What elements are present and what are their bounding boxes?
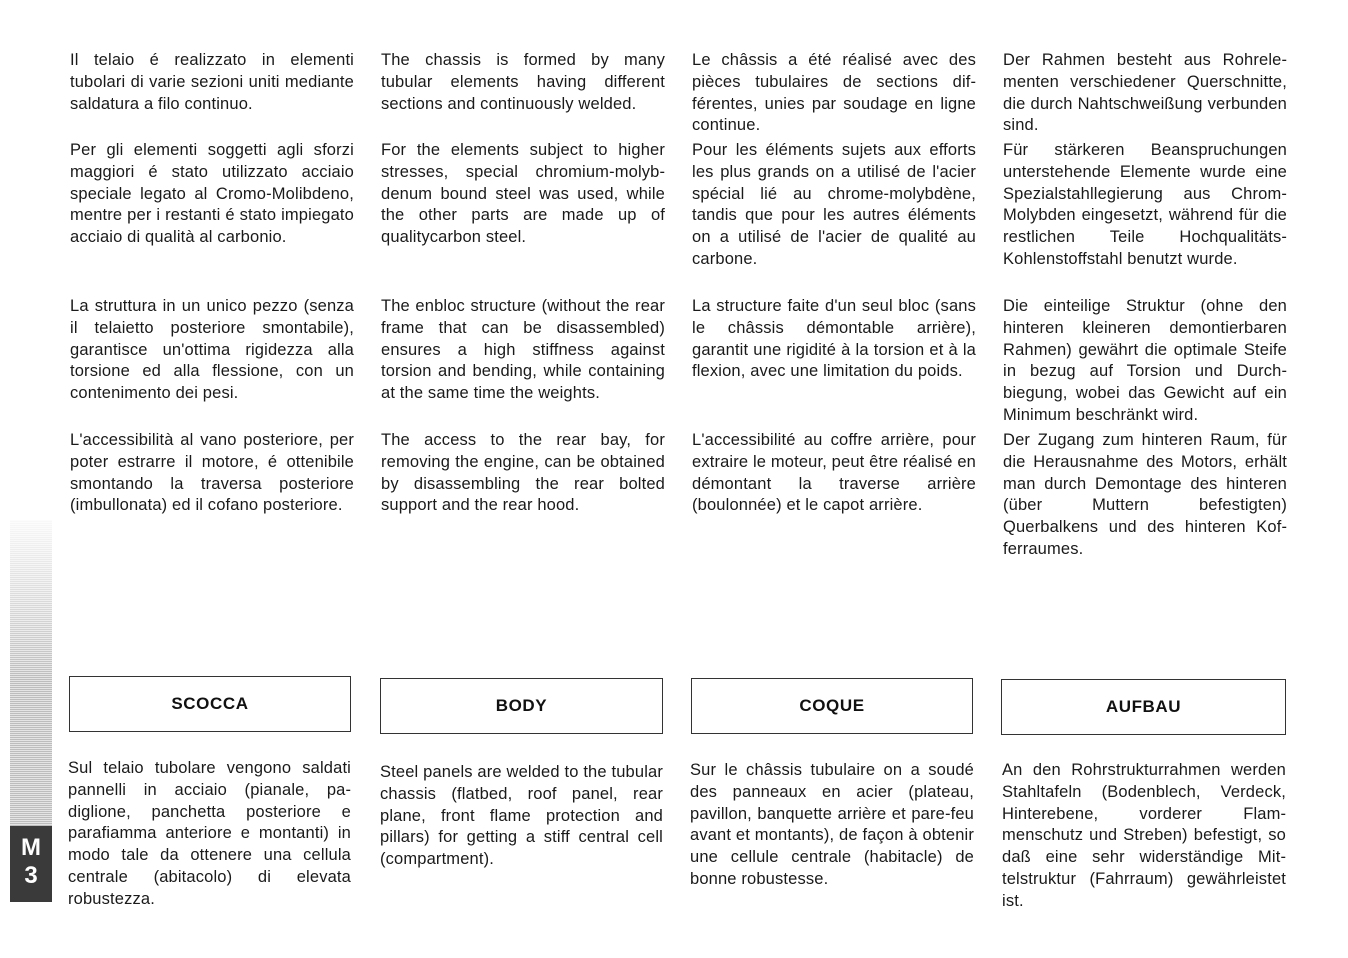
section-heading-english: BODY bbox=[380, 678, 663, 734]
section-heading-german: AUFBAU bbox=[1001, 679, 1286, 735]
chapter-letter: M bbox=[21, 834, 41, 861]
paragraph-access: Der Zugang zum hinteren Raum, für die Herausnahme des Motors, erhält man durch Demontage des hinteren (über Muttern befestigten) Querbalkens und des hinteren Kofferraumes. bbox=[1003, 431, 1287, 558]
paragraph-access: The access to the rear bay, for removing the engine, can be obtained by disassembling the rear bolted support and the rear hood. bbox=[381, 431, 665, 515]
paragraph-chassis: The chassis is formed by many tubular elements having different sections and continuously welded. bbox=[381, 51, 665, 113]
paragraph-materials: Pour les éléments sujets aux efforts les plus grands on a utilisé de l'acier spécial lié au chrome-molybdène, tandis que pour les autres éléments on a utilisé de l'acier de qualité au carbone. bbox=[692, 141, 976, 268]
paragraph-structure: Die einteilige Struktur (ohne den hinteren kleineren demontierbaren Rahmen) gewährt die optimale Steife in bezug auf Torsion und Durchbiegung, wobei das Gewicht auf ein Minimum beschränkt wird. bbox=[1003, 297, 1287, 424]
section-heading-french: COQUE bbox=[691, 678, 973, 734]
section-text-french: Sur le châssis tubulaire on a soudé des panneaux en acier (plateau, pavillon, banquette arrière et pare-feu avant et montants), de façon à obtenir une cellule centrale (habitacle) de bonne robustesse. bbox=[690, 761, 974, 888]
paragraph-structure: The enbloc structure (without the rear frame that can be disassembled) ensures a high stiffness against torsion and bending, while containing at the same time the weights. bbox=[381, 297, 665, 403]
paragraph-access: L'accessibilità al vano posteriore, per poter estrarre il motore, é ottenibile smontando la traversa posteriore (imbullonata) ed il cofano posteriore. bbox=[70, 431, 354, 515]
paragraph-materials: Per gli elementi soggetti agli sforzi maggiori é stato utilizzato acciaio speciale legato al Cromo-Molibdeno, mentre per i restanti é stato impiegato acciaio di qualità al carbonio. bbox=[70, 141, 354, 247]
paragraph-chassis: Il telaio é realizzato in elementi tubolari di varie sezioni uniti mediante saldatura a filo continuo. bbox=[70, 51, 354, 113]
side-tab-fade bbox=[10, 520, 52, 680]
chapter-tab bbox=[10, 826, 52, 902]
paragraph-structure: La structure faite d'un seul bloc (sans le châssis démontable arrière), garantit une rigidité à la torsion et à la flexion, avec une limitation du poids. bbox=[692, 297, 976, 381]
paragraph-structure: La struttura in un unico pezzo (senza il telaietto posteriore smontabile), garantisce un'ottima rigidezza alla torsione ed alla flessione, con un contenimento dei pesi. bbox=[70, 297, 354, 403]
paragraph-materials: For the elements subject to higher stresses, special chromium-molybdenum bound steel was used, while the other parts are made up of qualitycarbon steel. bbox=[381, 141, 665, 247]
section-text-german: An den Rohrstrukturrahmen werden Stahltafeln (Bodenblech, Verdeck, Hinterebene, vorderer Flammenschutz und Streben) befestigt, so daß eine sehr widerständige Mittelstruktur (Fahrraum) gewährleistet ist. bbox=[1002, 761, 1286, 910]
section-text-italian: Sul telaio tubolare vengono saldati pannelli in acciaio (pianale, padiglione, panchetta posteriore e parafiamma anteriore e montanti) in modo tale da ottenere una cellula centrale (abitacolo) di elevata robustezza. bbox=[68, 759, 351, 908]
paragraph-materials: Für stärkeren Beanspruchungen unterstehende Elemente wurde eine Spezialstahllegierung aus Chrom-Molybden eingesetzt, während für die restlichen Teile Hochqualitäts-Kohlenstoffstahl benutzt wurde. bbox=[1003, 141, 1287, 268]
section-heading-italian: SCOCCA bbox=[69, 676, 351, 732]
paragraph-chassis: Der Rahmen besteht aus Rohrelementen verschiedener Querschnitte, die durch Nahtschweißung verbunden sind. bbox=[1003, 51, 1287, 135]
paragraph-access: L'accessibilité au coffre arrière, pour extraire le moteur, peut être réalisé en démontant la traverse arrière (boulonnée) et le capot arrière. bbox=[692, 431, 976, 515]
paragraph-chassis: Le châssis a été réalisé avec des pièces tubulaires de sections différentes, unies par soudage en ligne continue. bbox=[692, 51, 976, 135]
chapter-number: 3 bbox=[24, 862, 38, 889]
section-text-english: Steel panels are welded to the tubular chassis (flatbed, roof panel, rear plane, front flame protection and pillars) for getting a stiff central cell (compartment). bbox=[380, 763, 663, 869]
